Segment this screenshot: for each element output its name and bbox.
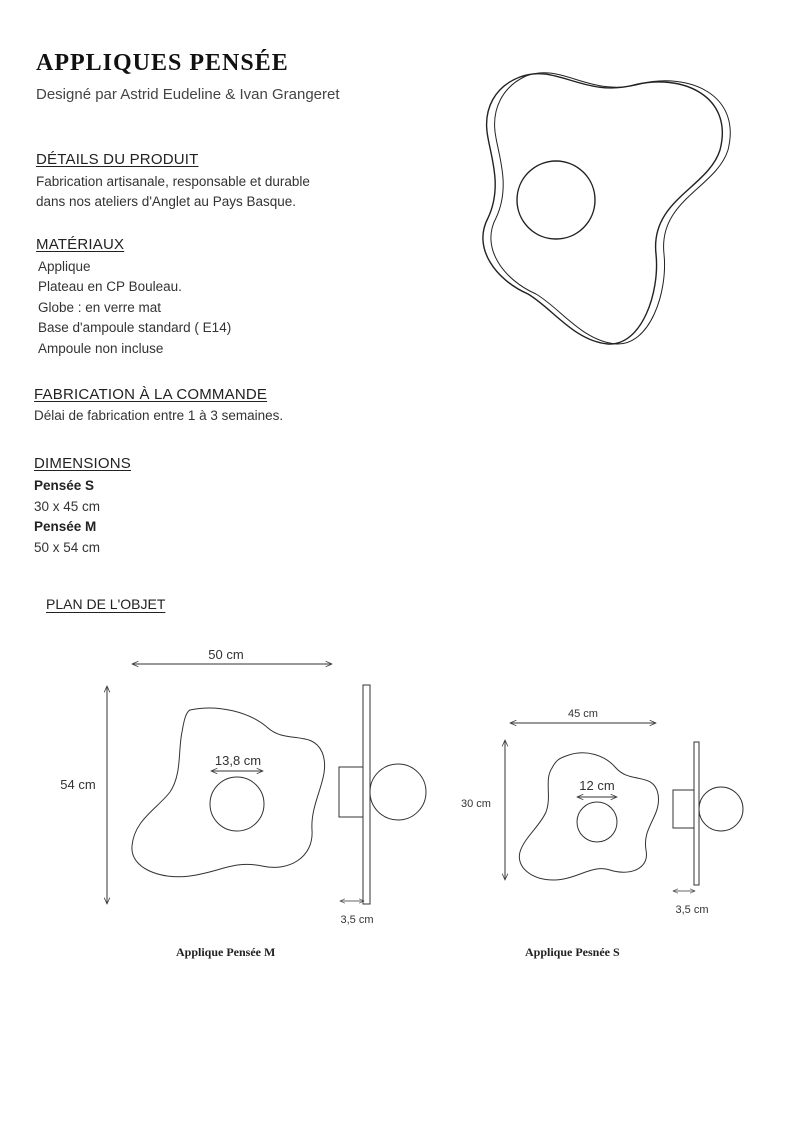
details-heading: DÉTAILS DU PRODUIT [36,151,199,168]
hero-plate-edge [491,73,730,344]
m-side-plate [363,685,370,904]
s-side-base [673,790,694,828]
materials-line: Plateau en CP Bouleau. [38,279,182,294]
materials-line: Ampoule non incluse [38,341,164,356]
caption-s: Applique Pesnée S [525,945,620,959]
hero-lamp-illustration [483,73,730,344]
m-side-base [339,767,363,817]
fabrication-heading: FABRICATION À LA COMMANDE [34,386,268,403]
page-title: APPLIQUES PENSÉE [36,50,289,76]
s-plate-outline [519,753,658,880]
dimensions-heading: DIMENSIONS [34,455,132,472]
size-s-label: Pensée S [34,478,95,493]
s-globe-front [577,802,617,842]
s-depth-label: 3,5 cm [675,904,709,916]
m-globe-front [210,777,264,831]
size-m-label: Pensée M [34,519,97,534]
s-side-plate [694,742,699,885]
materials-line: Applique [38,259,91,274]
plan-m-drawing [107,664,426,904]
materials-line: Base d'ampoule standard ( E14) [38,320,232,335]
m-side-globe [370,764,426,820]
s-height-label: 30 cm [461,798,491,810]
s-side-globe [699,787,743,831]
hero-plate-front [483,74,722,344]
plan-s-drawing [505,723,743,891]
m-width-label: 50 cm [208,647,244,662]
size-s-value: 30 x 45 cm [34,499,101,514]
m-globe-label: 13,8 cm [214,753,262,768]
m-plate-outline [132,708,325,877]
s-width-label: 45 cm [568,708,598,720]
s-globe-label: 12 cm [579,778,615,793]
m-height-label: 54 cm [60,777,96,792]
fabrication-line: Délai de fabrication entre 1 à 3 semaines. [34,408,284,423]
details-line: Fabrication artisanale, responsable et durable [36,174,310,189]
plan-heading: PLAN DE L'OBJET [46,596,166,612]
designer-credit: Designé par Astrid Eudeline & Ivan Grangeret [36,86,340,103]
materials-line: Globe : en verre mat [38,300,162,315]
caption-m: Applique Pensée M [176,945,276,959]
size-m-value: 50 x 54 cm [34,540,101,555]
details-line: dans nos ateliers d'Anglet au Pays Basque. [36,194,296,209]
m-depth-label: 3,5 cm [340,914,374,926]
hero-globe [517,161,595,239]
materials-heading: MATÉRIAUX [36,236,125,253]
